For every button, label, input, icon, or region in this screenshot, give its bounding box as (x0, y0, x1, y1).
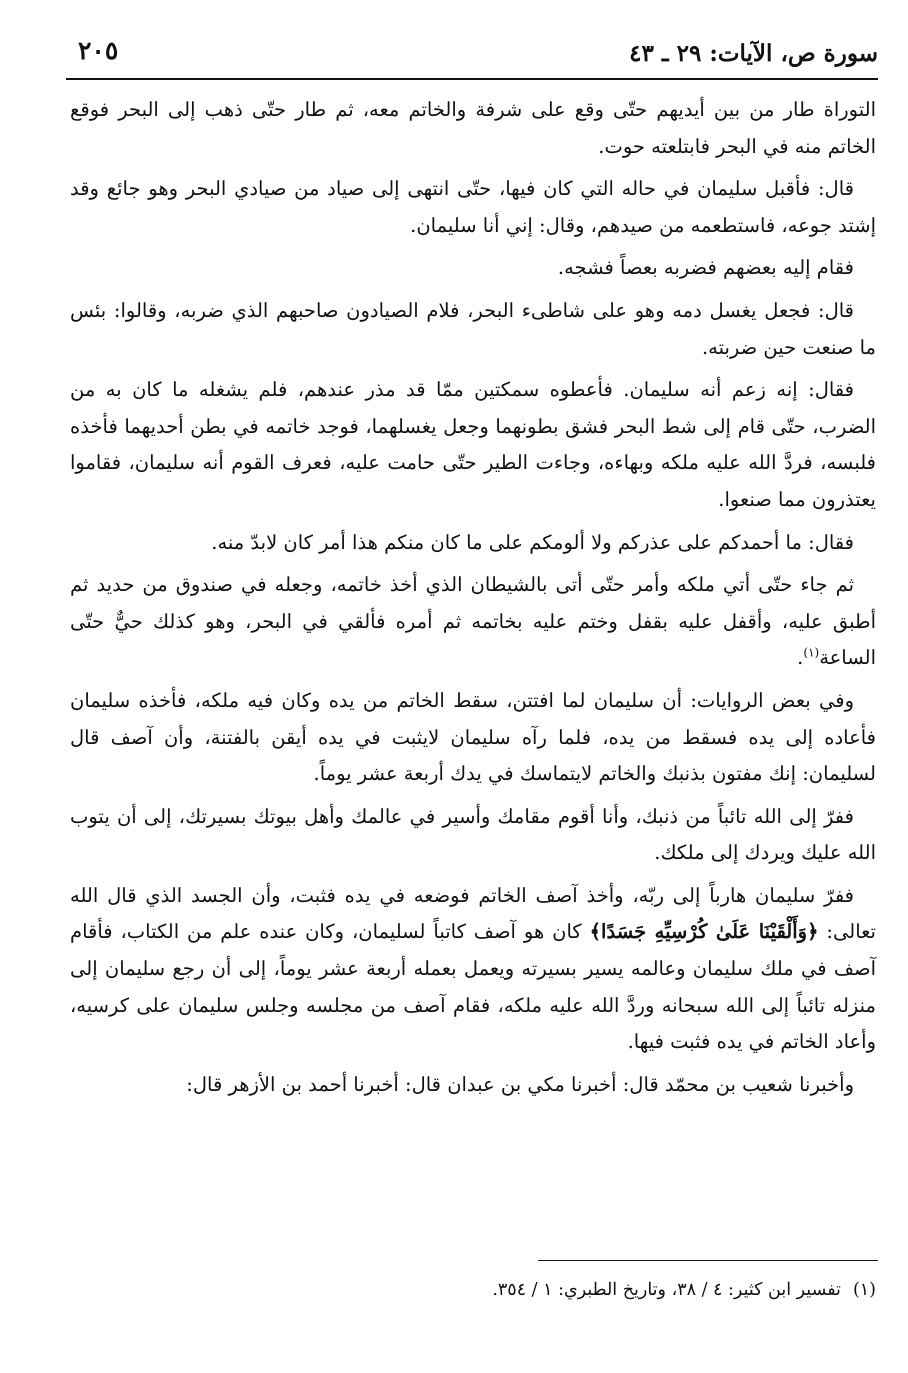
paragraph-6: فقال: ما أحمدكم على عذركم ولا ألومكم على ما كان منكم هذا أمر كان لابدّ منه. (211, 530, 854, 554)
paragraph-1: التوراة طار من بين أيديهم حتّى وقع على شرفة والخاتم معه، ثم طار حتّى ذهب إلى البحر فوقع الخاتم منه في البحر فابتلعته حوت. (70, 98, 876, 158)
footnote-divider (538, 1260, 878, 1261)
paragraph-7 (70, 567, 876, 677)
paragraph-11: وأخبرنا شعيب بن محمّد قال: أخبرنا مكي بن عبدان قال: أخبرنا أحمد بن الأزهر قال: (186, 1072, 854, 1096)
running-title: سورة ص، الآيات: ٢٩ ـ ٤٣ (629, 40, 878, 67)
footnote-number: (١) (852, 1280, 876, 1300)
page-body (70, 92, 876, 1109)
footnote-text: تفسير ابن كثير: ٤ / ٣٨، وتاريخ الطبري: ١ / ٣٥٤. (492, 1280, 841, 1300)
paragraph-7-text: ثم جاء حتّى أتي ملكه وأمر حتّى أتى بالشيطان الذي أخذ خاتمه، وجعله في صندوق من حديد ثم أطبق عليه، وأقفل عليه بقفل وختم عليه بخاتمه ثم أمره فألقي في البحر، وهو كذلك حيٌّ حتّى الساعة (70, 573, 876, 670)
page-number: ٢٠٥ (78, 36, 119, 65)
paragraph-4: قال: فجعل يغسل دمه وهو على شاطىء البحر، فلام الصيادون صاحبهم الذي ضربه، وقالوا: بئس ما صنعت حين ضربته. (70, 298, 876, 359)
page-header (66, 34, 878, 74)
quran-verse: ﴿وَأَلْقَيْنَا عَلَىٰ كُرْسِيِّهِ جَسَدًا﴾ (589, 920, 819, 944)
paragraph-3: فقام إليه بعضهم فضربه بعصاً فشجه. (557, 256, 854, 280)
paragraph-10-before: ففرّ سليمان هارباً إلى ربّه، وأخذ آصف الخاتم فوضعه في يده فثبت، وأن الجسد الذي قال الله تعالى: (70, 883, 876, 944)
footnote-reference[interactable]: (١) (803, 645, 820, 660)
paragraph-8: وفي بعض الروايات: أن سليمان لما افتتن، سقط الخاتم من يده وكان فيه ملكه، فأخذه سليمان فأعاده إلى يده فسقط من يده، فلما رآه سليمان لايثبت في يده أيقن بالفتنة، وأن آصف قال لسليمان: إنك مفتون بذنبك والخاتم لايتماسك في يدك أربعة عشر يوماً. (70, 688, 876, 786)
header-divider (66, 78, 878, 80)
paragraph-10 (70, 878, 876, 1061)
paragraph-2: قال: فأقبل سليمان في حاله التي كان فيها، حتّى انتهى إلى صياد من صيادي البحر وهو جائع وقد إشتد جوعه، فاستطعمه من صيدهم، وقال: إني أنا سليمان. (70, 177, 876, 237)
paragraph-5: فقال: إنه زعم أنه سليمان. فأعطوه سمكتين ممّا قد مذر عندهم، فلم يشغله ما كان به من الضرب، حتّى قام إلى شط البحر فشق بطونهما وجعل يغسلهما، فوجد خاتمه في بطن أحديهما فأخذه فلبسه، فردَّ الله عليه ملكه وبهاءه، وجاءت الطير حتّى حامت عليه، فعرف القوم أنه سليمان، فقاموا يعتذرون مما صنعوا. (70, 378, 876, 511)
paragraph-9: ففرّ إلى الله تائباً من ذنبك، وأنا أقوم مقامك وأسير في عالمك وأهل بيوتك بسيرتك، إلى أن يتوب الله عليك ويردك إلى ملكك. (70, 804, 876, 865)
paragraph-7-end: . (797, 646, 804, 670)
paragraph-10-after: كان هو آصف كاتباً لسليمان، وكان عنده علم من الكتاب، فأقام آصف في ملك سليمان وعالمه يسير بسيرته ويعمل بعمله أربعة عشر يوماً، إلى أن رجع سليمان إلى منزله تائباً إلى الله سبحانه وردَّ الله عليه ملكه، فقام آصف من مجلسه وجلس سليمان على كرسيه، وأعاد الخاتم في يده فثبت فيها. (70, 920, 876, 1054)
footnote (70, 1275, 876, 1305)
